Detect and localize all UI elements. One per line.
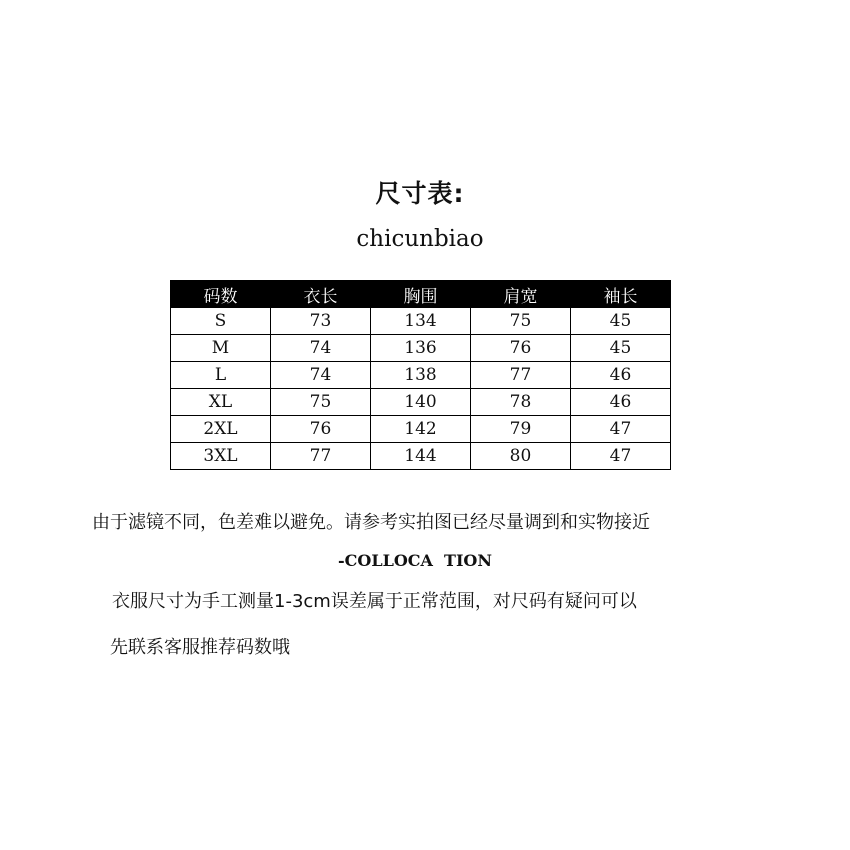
cell-size: S [171, 308, 271, 335]
cell-size: M [171, 335, 271, 362]
cell-size: XL [171, 389, 271, 416]
cell-length: 74 [271, 335, 371, 362]
cell-shoulder: 75 [471, 308, 571, 335]
cell-length: 76 [271, 416, 371, 443]
cell-chest: 134 [371, 308, 471, 335]
cell-chest: 136 [371, 335, 471, 362]
page-title: 尺寸表: [375, 179, 465, 208]
collection-label: -COLLOCA TION [338, 551, 492, 570]
table-row [171, 389, 671, 416]
table-row [171, 335, 671, 362]
cell-size: 3XL [171, 443, 271, 470]
measurement-note: 衣服尺寸为手工测量1-3cm误差属于正常范围，对尺码有疑问可以 [112, 591, 637, 612]
cell-size: L [171, 362, 271, 389]
cell-sleeve: 46 [571, 362, 671, 389]
header-size: 码数 [171, 281, 271, 308]
header-sleeve: 袖长 [571, 281, 671, 308]
cell-chest: 140 [371, 389, 471, 416]
cell-sleeve: 45 [571, 335, 671, 362]
cell-length: 74 [271, 362, 371, 389]
header-shoulder: 肩宽 [471, 281, 571, 308]
header-chest: 胸围 [371, 281, 471, 308]
cell-length: 75 [271, 389, 371, 416]
table-header-row [171, 281, 671, 308]
cell-chest: 138 [371, 362, 471, 389]
table-row [171, 362, 671, 389]
table-row [171, 443, 671, 470]
cell-shoulder: 77 [471, 362, 571, 389]
cell-length: 77 [271, 443, 371, 470]
page-subtitle: chicunbiao [356, 226, 484, 252]
cell-sleeve: 46 [571, 389, 671, 416]
contact-service-note: 先联系客服推荐码数哦 [110, 637, 290, 658]
cell-shoulder: 80 [471, 443, 571, 470]
table-row [171, 416, 671, 443]
cell-shoulder: 76 [471, 335, 571, 362]
cell-shoulder: 78 [471, 389, 571, 416]
color-difference-note: 由于滤镜不同，色差难以避免。请参考实拍图已经尽量调到和实物接近 [92, 512, 650, 533]
cell-chest: 142 [371, 416, 471, 443]
cell-sleeve: 47 [571, 416, 671, 443]
cell-shoulder: 79 [471, 416, 571, 443]
cell-sleeve: 47 [571, 443, 671, 470]
cell-sleeve: 45 [571, 308, 671, 335]
cell-length: 73 [271, 308, 371, 335]
table-row [171, 308, 671, 335]
cell-size: 2XL [171, 416, 271, 443]
size-chart-table [170, 280, 671, 470]
cell-chest: 144 [371, 443, 471, 470]
header-length: 衣长 [271, 281, 371, 308]
